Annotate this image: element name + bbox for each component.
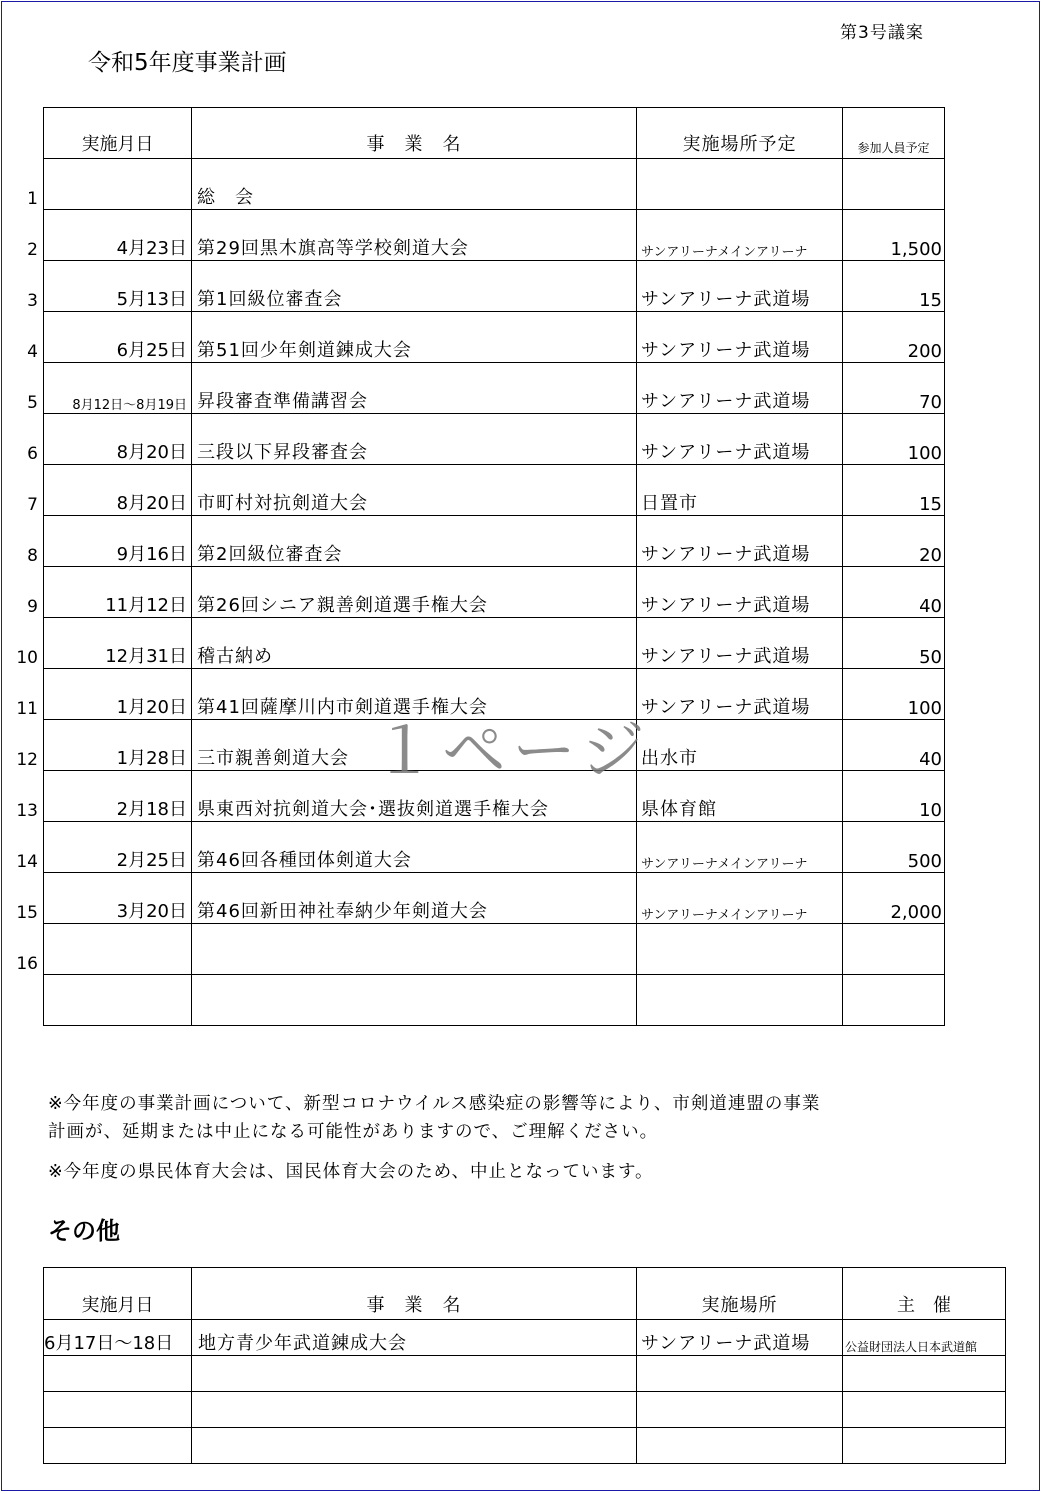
table-row xyxy=(44,822,945,873)
cell-participants: 70 xyxy=(843,363,945,414)
cell-date xyxy=(44,924,192,975)
cell-event-name: 第26回シニア親善剣道選手権大会 xyxy=(192,567,637,618)
cell-date: 8月20日 xyxy=(44,465,192,516)
cell-date: 2月25日 xyxy=(44,822,192,873)
header-place: 実施場所予定 xyxy=(637,108,843,159)
cell-place xyxy=(637,1356,843,1392)
table-row xyxy=(44,1428,1006,1464)
cell-host xyxy=(843,1428,1006,1464)
cell-participants: 15 xyxy=(843,465,945,516)
row-number: 13 xyxy=(16,801,38,821)
document-number: 第3号議案 xyxy=(840,23,924,43)
cell-date: 6月25日 xyxy=(44,312,192,363)
cell-participants: 100 xyxy=(843,669,945,720)
row-number: 9 xyxy=(27,597,38,617)
table-row xyxy=(44,159,945,210)
table-header-row xyxy=(44,1268,1006,1320)
row-number: 4 xyxy=(27,342,38,362)
cell-participants: 200 xyxy=(843,312,945,363)
row-number: 8 xyxy=(27,546,38,566)
table-header-row xyxy=(44,108,945,159)
header-event-name: 事 業 名 xyxy=(192,1268,637,1320)
table-row xyxy=(44,414,945,465)
table-row xyxy=(44,210,945,261)
cell-place xyxy=(637,1428,843,1464)
cell-date: 5月13日 xyxy=(44,261,192,312)
row-number: 16 xyxy=(16,954,38,974)
header-host: 主 催 xyxy=(843,1268,1006,1320)
cell-participants: 1,500 xyxy=(843,210,945,261)
cell-date xyxy=(44,1428,192,1464)
cell-date: 3月20日 xyxy=(44,873,192,924)
cell-place: サンアリーナ武道場 xyxy=(637,363,843,414)
row-number: 15 xyxy=(16,903,38,923)
cell-place: サンアリーナ武道場 xyxy=(637,516,843,567)
cell-place: サンアリーナ武道場 xyxy=(637,312,843,363)
table-row xyxy=(44,1356,1006,1392)
cell-participants xyxy=(843,975,945,1026)
cell-participants xyxy=(843,924,945,975)
cell-place xyxy=(637,1392,843,1428)
cell-event-name: 県東西対抗剣道大会･選抜剣道選手権大会 xyxy=(192,771,637,822)
cell-event-name: 第2回級位審査会 xyxy=(192,516,637,567)
cell-place xyxy=(637,975,843,1026)
page-title: 令和5年度事業計画 xyxy=(88,50,287,76)
row-number: 1 xyxy=(27,189,38,209)
cell-event-name: 第1回級位審査会 xyxy=(192,261,637,312)
cell-participants: 2,000 xyxy=(843,873,945,924)
cell-place: 出水市 xyxy=(637,720,843,771)
table-row xyxy=(44,261,945,312)
cell-place: 県体育館 xyxy=(637,771,843,822)
row-number: 11 xyxy=(16,699,38,719)
header-place: 実施場所 xyxy=(637,1268,843,1320)
cell-place: サンアリーナメインアリーナ xyxy=(637,873,843,924)
table-row xyxy=(44,312,945,363)
table-row xyxy=(44,924,945,975)
cell-participants: 15 xyxy=(843,261,945,312)
cell-place: サンアリーナ武道場 xyxy=(637,618,843,669)
other-events-table xyxy=(43,1267,1006,1464)
table-row xyxy=(44,1392,1006,1428)
row-number: 12 xyxy=(16,750,38,770)
cell-place xyxy=(637,159,843,210)
cell-date: 9月16日 xyxy=(44,516,192,567)
cell-participants: 40 xyxy=(843,720,945,771)
table-row xyxy=(44,975,945,1026)
header-date: 実施月日 xyxy=(44,1268,192,1320)
row-number: 14 xyxy=(16,852,38,872)
cell-host: 公益財団法人日本武道館 xyxy=(843,1320,1006,1356)
cell-participants: 20 xyxy=(843,516,945,567)
header-date: 実施月日 xyxy=(44,108,192,159)
cell-date xyxy=(44,975,192,1026)
row-number: 6 xyxy=(27,444,38,464)
cell-place: サンアリーナ武道場 xyxy=(637,669,843,720)
header-participants: 参加人員予定 xyxy=(843,108,945,159)
cell-event-name: 総 会 xyxy=(192,159,637,210)
row-number: 5 xyxy=(27,393,38,413)
cell-place: サンアリーナ武道場 xyxy=(637,1320,843,1356)
table-row xyxy=(44,873,945,924)
cell-participants: 50 xyxy=(843,618,945,669)
cell-event-name: 第46回各種団体剣道大会 xyxy=(192,822,637,873)
cell-participants: 10 xyxy=(843,771,945,822)
cell-date: 8月12日～8月19日 xyxy=(44,363,192,414)
cell-event-name: 昇段審査準備講習会 xyxy=(192,363,637,414)
cell-participants: 40 xyxy=(843,567,945,618)
table-row xyxy=(44,618,945,669)
page-watermark: １ページ xyxy=(372,715,651,789)
cell-date: 1月28日 xyxy=(44,720,192,771)
cell-place: サンアリーナメインアリーナ xyxy=(637,210,843,261)
cell-event-name xyxy=(192,1356,637,1392)
table-row xyxy=(44,465,945,516)
cell-place: サンアリーナ武道場 xyxy=(637,567,843,618)
cell-date: 8月20日 xyxy=(44,414,192,465)
table-row xyxy=(44,567,945,618)
table-row xyxy=(44,516,945,567)
cell-place: サンアリーナ武道場 xyxy=(637,414,843,465)
cell-date: 6月17日～18日 xyxy=(44,1320,192,1356)
row-number: 2 xyxy=(27,240,38,260)
cell-date: 4月23日 xyxy=(44,210,192,261)
cell-event-name: 三市親善剣道大会 xyxy=(192,720,637,771)
cell-host xyxy=(843,1356,1006,1392)
row-number: 3 xyxy=(27,291,38,311)
row-number: 10 xyxy=(16,648,38,668)
cell-event-name: 第41回薩摩川内市剣道選手権大会 xyxy=(192,669,637,720)
cell-place xyxy=(637,924,843,975)
table-row xyxy=(44,1320,1006,1356)
cell-place: 日置市 xyxy=(637,465,843,516)
cell-event-name: 市町村対抗剣道大会 xyxy=(192,465,637,516)
note-line: ※今年度の県民体育大会は、国民体育大会のため、中止となっています。 xyxy=(48,1162,654,1182)
cell-participants: 500 xyxy=(843,822,945,873)
event-plan-table xyxy=(43,107,945,1026)
note-line: 計画が、延期または中止になる可能性がありますので、ご理解ください。 xyxy=(48,1122,659,1142)
cell-date xyxy=(44,1356,192,1392)
cell-date xyxy=(44,1392,192,1428)
cell-date: 11月12日 xyxy=(44,567,192,618)
cell-place: サンアリーナ武道場 xyxy=(637,261,843,312)
cell-date: 12月31日 xyxy=(44,618,192,669)
cell-date: 1月20日 xyxy=(44,669,192,720)
cell-event-name xyxy=(192,924,637,975)
cell-date xyxy=(44,159,192,210)
cell-event-name: 第29回黒木旗高等学校剣道大会 xyxy=(192,210,637,261)
cell-event-name xyxy=(192,975,637,1026)
cell-participants xyxy=(843,159,945,210)
other-heading: その他 xyxy=(48,1217,120,1245)
table-row xyxy=(44,363,945,414)
note-line: ※今年度の事業計画について、新型コロナウイルス感染症の影響等により、市剣道連盟の事業 xyxy=(48,1094,821,1114)
cell-event-name: 稽古納め xyxy=(192,618,637,669)
cell-event-name: 第46回新田神社奉納少年剣道大会 xyxy=(192,873,637,924)
cell-event-name xyxy=(192,1392,637,1428)
header-event-name: 事 業 名 xyxy=(192,108,637,159)
cell-place: サンアリーナメインアリーナ xyxy=(637,822,843,873)
cell-event-name: 第51回少年剣道錬成大会 xyxy=(192,312,637,363)
cell-event-name: 地方青少年武道錬成大会 xyxy=(192,1320,637,1356)
cell-event-name xyxy=(192,1428,637,1464)
cell-participants: 100 xyxy=(843,414,945,465)
cell-date: 2月18日 xyxy=(44,771,192,822)
cell-host xyxy=(843,1392,1006,1428)
cell-event-name: 三段以下昇段審査会 xyxy=(192,414,637,465)
row-number: 7 xyxy=(27,495,38,515)
